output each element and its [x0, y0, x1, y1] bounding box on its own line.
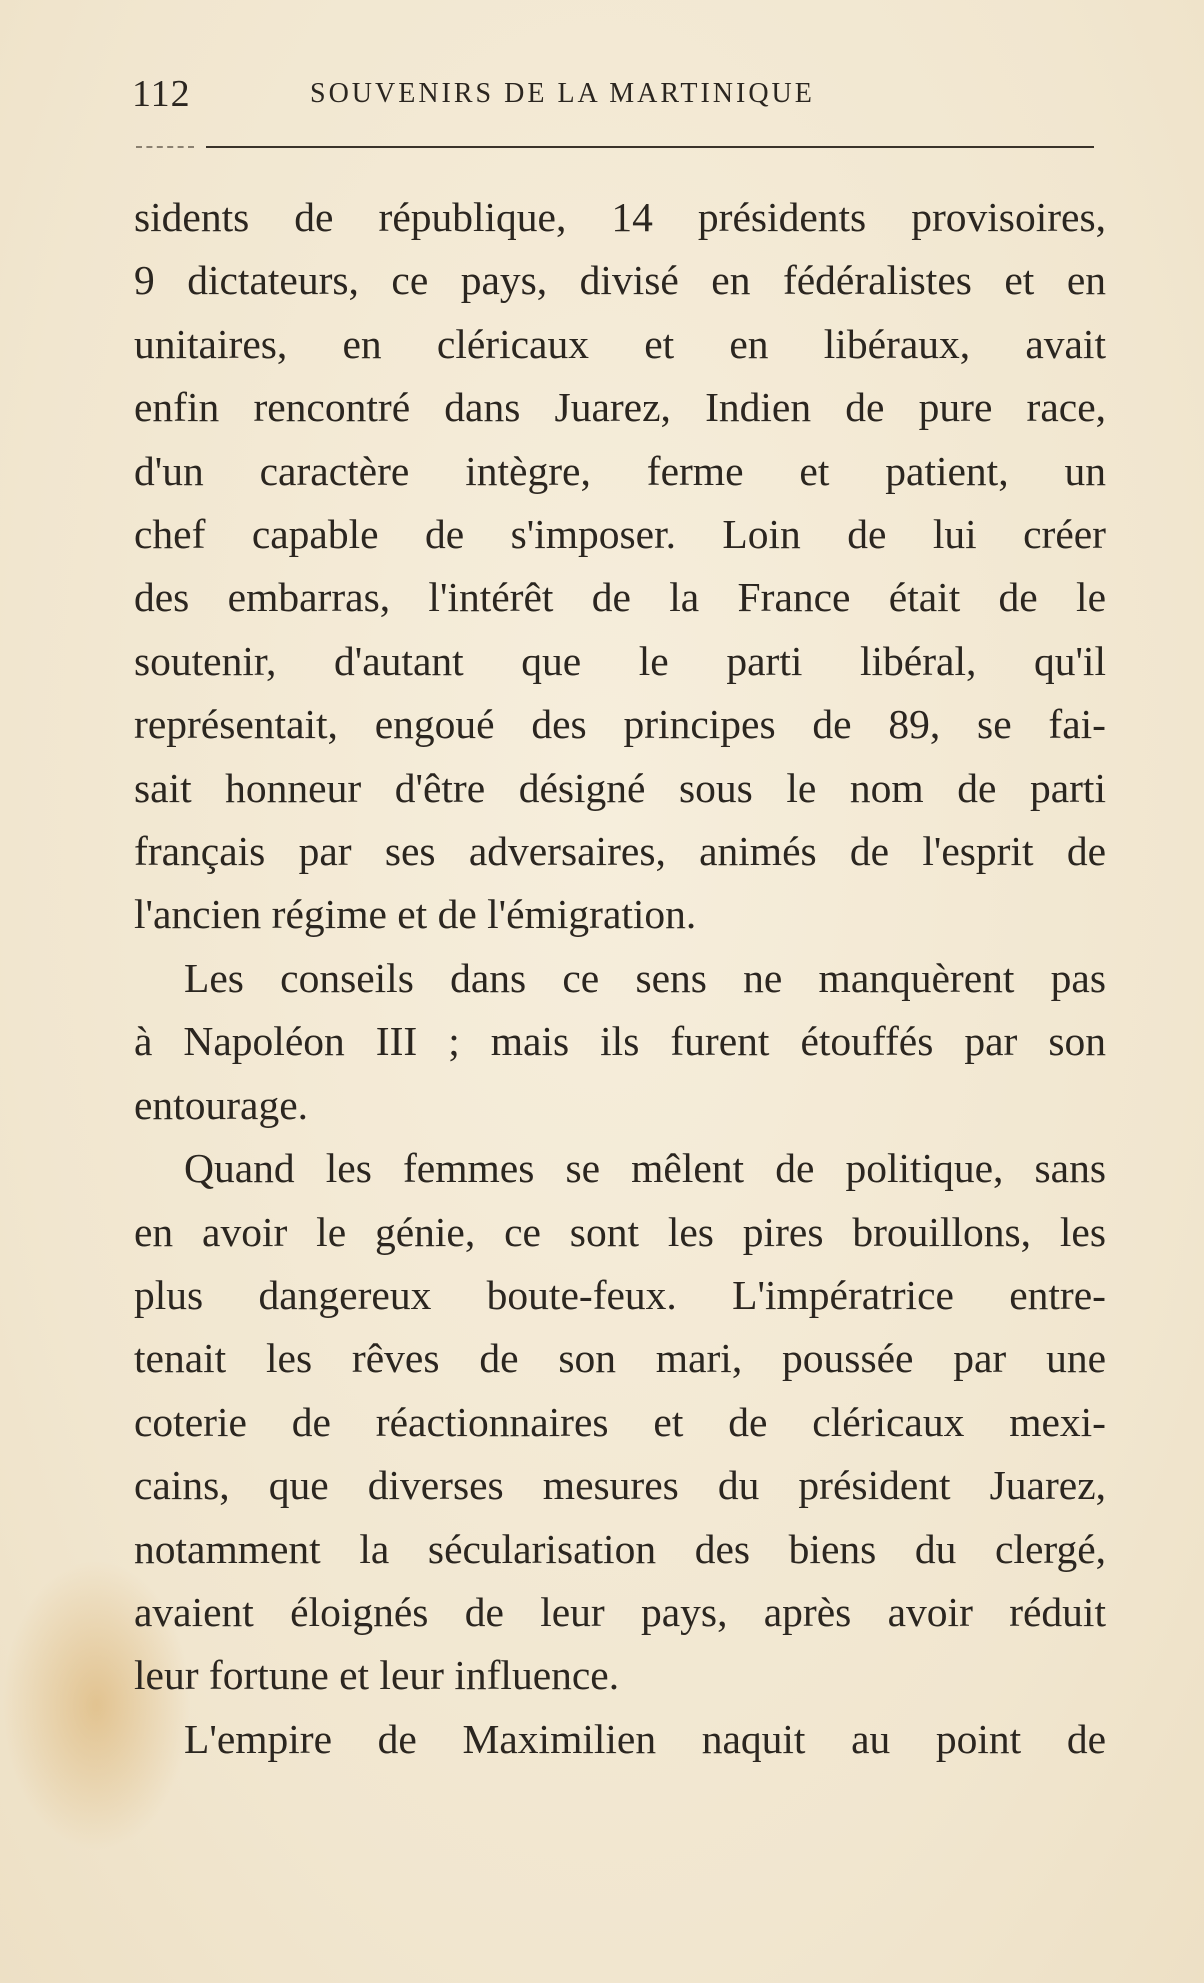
text-line: français par ses adversaires, animés de l'esprit de — [134, 828, 1106, 875]
text-line: avaient éloignés de leur pays, après avoir réduit — [134, 1588, 1106, 1635]
text-line: enfin rencontré dans Juarez, Indien de pure race, — [134, 384, 1106, 431]
page-header — [132, 72, 1092, 122]
text-line: d'un caractère intègre, ferme et patient, un — [134, 447, 1106, 494]
text-line: sidents de république, 14 présidents provisoires, — [134, 194, 1106, 240]
body-text — [134, 186, 1106, 1771]
text-line: représentait, engoué des principes de 89, se fai- — [134, 701, 1106, 748]
text-line: 9 dictateurs, ce pays, divisé en fédéralistes et en — [134, 257, 1106, 304]
text-line: en avoir le génie, ce sont les pires brouillons, les — [134, 1208, 1106, 1255]
text-line: tenait les rêves de son mari, poussée par une — [134, 1335, 1106, 1382]
text-line: cains, que diverses mesures du président Juarez, — [134, 1462, 1106, 1509]
text-line: l'ancien régime et de l'émigration. — [134, 891, 697, 938]
text-line: sait honneur d'être désigné sous le nom de parti — [134, 764, 1106, 811]
text-line: chef capable de s'imposer. Loin de lui créer — [134, 511, 1106, 558]
text-line: soutenir, d'autant que le parti libéral, qu'il — [134, 637, 1106, 684]
text-line: à Napoléon III ; mais ils furent étouffés par son — [134, 1018, 1106, 1065]
text-line: plus dangereux boute-feux. L'impératrice entre- — [134, 1271, 1106, 1318]
header-rule — [206, 146, 1094, 148]
text-line: Quand les femmes se mêlent de politique, sans — [184, 1145, 1106, 1192]
text-line: entourage. — [134, 1081, 308, 1128]
paragraph — [134, 1708, 1106, 1771]
text-line: notamment la sécularisation des biens du clergé, — [134, 1525, 1106, 1572]
text-line: leur fortune et leur influence. — [134, 1652, 620, 1699]
paragraph — [134, 947, 1106, 1137]
page-number: 112 — [132, 73, 191, 115]
running-title: SOUVENIRS DE LA MARTINIQUE — [310, 78, 815, 109]
paragraph — [134, 1137, 1106, 1708]
text-line: Les conseils dans ce sens ne manquèrent pas — [184, 954, 1106, 1001]
text-line: L'empire de Maximilien naquit au point de — [184, 1715, 1106, 1762]
header-rule-dash — [136, 146, 194, 148]
text-line: des embarras, l'intérêt de la France était de le — [134, 574, 1106, 621]
text-line: unitaires, en cléricaux et en libéraux, avait — [134, 320, 1106, 367]
text-line: coterie de réactionnaires et de cléricaux mexi- — [134, 1398, 1106, 1445]
paragraph — [134, 186, 1106, 947]
